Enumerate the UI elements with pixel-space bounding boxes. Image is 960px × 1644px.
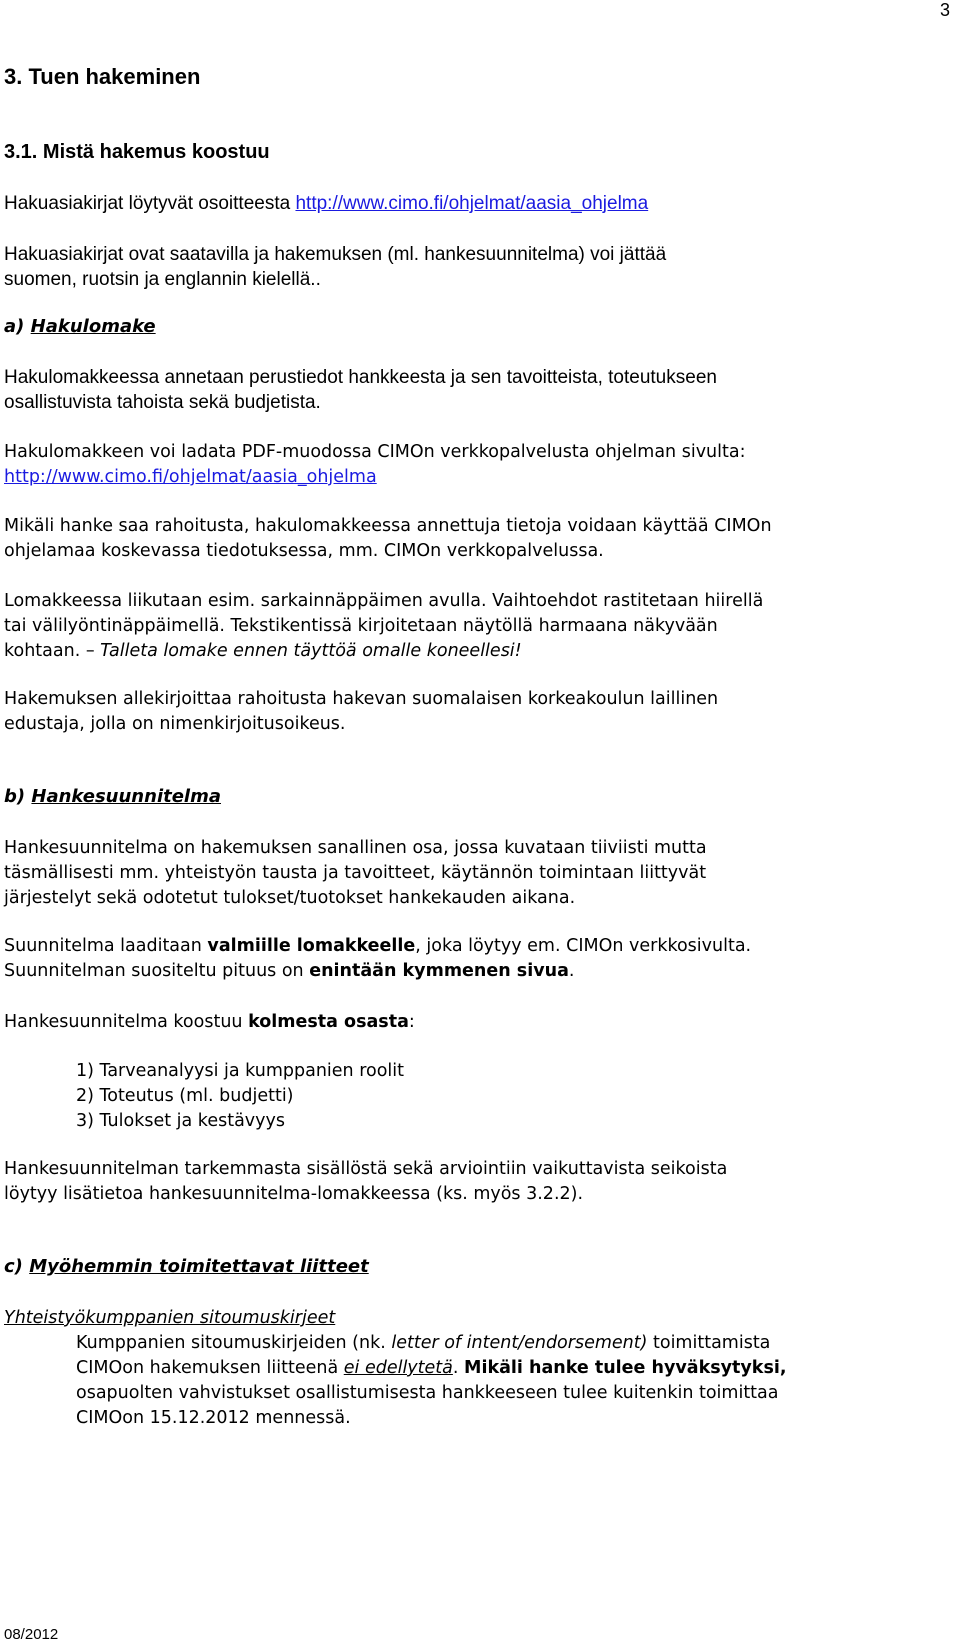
text-line: Hakemuksen allekirjoittaa rahoitusta hakevan suomalaisen korkeakoulun laillinen: [4, 689, 719, 709]
text-segment: Hankesuunnitelma koostuu: [4, 1012, 249, 1032]
text-line: järjestelyt sekä odotetut tulokset/tuotokset hankekauden aikana.: [4, 888, 576, 908]
italic-term: letter of intent/endorsement): [391, 1333, 648, 1353]
footer-date: 08/2012: [4, 1626, 59, 1643]
paragraph-docs: [4, 191, 648, 216]
text-line: osapuolten vahvistukset osallistumisesta hankkeeseen tulee kuitenkin toimittaa: [76, 1383, 779, 1403]
section-c-subheading: Yhteistyökumppanien sitoumuskirjeet: [4, 1308, 336, 1328]
paragraph-a1: [4, 365, 717, 415]
paragraph-docs-text: Hakuasiakirjat löytyvät osoitteesta: [4, 193, 296, 214]
text-segment: .: [452, 1358, 465, 1378]
paragraph-c1: [76, 1331, 787, 1431]
text-line: tai välilyöntinäppäimellä. Tekstikentissä kirjoitetaan näytöllä harmaana näkyvään: [4, 616, 718, 636]
emphasis-approval: Mikäli hanke tulee hyväksytyksi,: [464, 1358, 787, 1378]
section-c-marker: c): [4, 1256, 23, 1277]
paragraph-languages: [4, 242, 666, 292]
list-item: 3) Tulokset ja kestävyys: [76, 1111, 285, 1131]
plan-parts-list: [76, 1059, 404, 1134]
section-b-marker: b): [4, 786, 26, 807]
text-segment: .: [568, 961, 575, 981]
text-line: suomen, ruotsin ja englannin kielellä..: [4, 269, 321, 290]
paragraph-a4: [4, 589, 763, 664]
paragraph-a2: [4, 440, 746, 490]
emphasis-parts: kolmesta osasta: [248, 1012, 409, 1032]
list-item: 2) Toteutus (ml. budjetti): [76, 1086, 294, 1106]
emphasis-form: valmiille lomakkeelle: [207, 936, 416, 956]
text-segment: CIMOon hakemuksen liitteenä: [76, 1358, 344, 1378]
text-segment: Suunnitelma laaditaan: [4, 936, 208, 956]
form-link[interactable]: http://www.cimo.fi/ohjelmat/aasia_ohjelma: [4, 467, 377, 487]
section-a-marker: a): [4, 316, 25, 337]
text-line: ohjelamaa koskevassa tiedotuksessa, mm. CIMOn verkkopalvelussa.: [4, 541, 604, 561]
section-c-heading: [4, 1256, 369, 1277]
text-segment: toimittamista: [647, 1333, 771, 1353]
text-line: löytyy lisätietoa hankesuunnitelma-lomakkeessa (ks. myös 3.2.2).: [4, 1184, 584, 1204]
section-c-title: Myöhemmin toimitettavat liitteet: [29, 1256, 369, 1277]
paragraph-b3: [4, 1010, 415, 1035]
text-line: osallistuvista tahoista sekä budjetista.: [4, 392, 321, 413]
paragraph-b2: [4, 934, 751, 984]
text-line: Hakulomakkeessa annetaan perustiedot hankkeesta ja sen tavoitteista, toteutukseen: [4, 367, 717, 388]
text-line: Hankesuunnitelma on hakemuksen sanallinen osa, jossa kuvataan tiiviisti mutta: [4, 838, 707, 858]
text-line: Hankesuunnitelman tarkemmasta sisällöstä sekä arviointiin vaikuttavista seikoista: [4, 1159, 728, 1179]
paragraph-a3: [4, 514, 772, 564]
text-segment: kohtaan. –: [4, 641, 101, 661]
text-line: Lomakkeessa liikutaan esim. sarkainnäppäimen avulla. Vaihtoehdot rastitetaan hiirellä: [4, 591, 764, 611]
save-form-note: Talleta lomake ennen täyttöä omalle koneellesi!: [100, 641, 522, 661]
text-line: Hakuasiakirjat ovat saatavilla ja hakemuksen (ml. hankesuunnitelma) voi jättää: [4, 244, 667, 265]
section-a-heading: [4, 316, 156, 337]
paragraph-b4: [4, 1157, 727, 1207]
text-segment: Suunnitelman suositeltu pituus on: [4, 961, 310, 981]
section-heading-3: 3. Tuen hakeminen: [4, 64, 201, 89]
text-line: CIMOon 15.12.2012 mennessä.: [76, 1408, 351, 1428]
text-segment: :: [408, 1012, 415, 1032]
not-required-note: ei edellytetä: [343, 1358, 453, 1378]
text-line: täsmällisesti mm. yhteistyön tausta ja tavoitteet, käytännön toimintaan liittyvät: [4, 863, 707, 883]
docs-link[interactable]: http://www.cimo.fi/ohjelmat/aasia_ohjelma: [295, 193, 649, 214]
section-b-title: Hankesuunnitelma: [31, 786, 221, 807]
text-line: Mikäli hanke saa rahoitusta, hakulomakkeessa annettuja tietoja voidaan käyttää CIMOn: [4, 516, 772, 536]
text-segment: , joka löytyy em. CIMOn verkkosivulta.: [415, 936, 752, 956]
text-line: Hakulomakkeen voi ladata PDF-muodossa CIMOn verkkopalvelusta ohjelman sivulta:: [4, 442, 746, 462]
page-number: 3: [939, 0, 950, 20]
section-b-heading: [4, 786, 221, 807]
section-a-title: Hakulomake: [30, 316, 156, 337]
text-line: edustaja, jolla on nimenkirjoitusoikeus.: [4, 714, 346, 734]
list-item: 1) Tarveanalyysi ja kumppanien roolit: [76, 1061, 405, 1081]
subsection-heading-3-1: 3.1. Mistä hakemus koostuu: [4, 141, 270, 163]
text-segment: Kumppanien sitoumuskirjeiden (nk.: [76, 1333, 392, 1353]
emphasis-length: enintään kymmenen sivua: [309, 961, 569, 981]
paragraph-a5: [4, 687, 718, 737]
paragraph-b1: [4, 836, 707, 911]
